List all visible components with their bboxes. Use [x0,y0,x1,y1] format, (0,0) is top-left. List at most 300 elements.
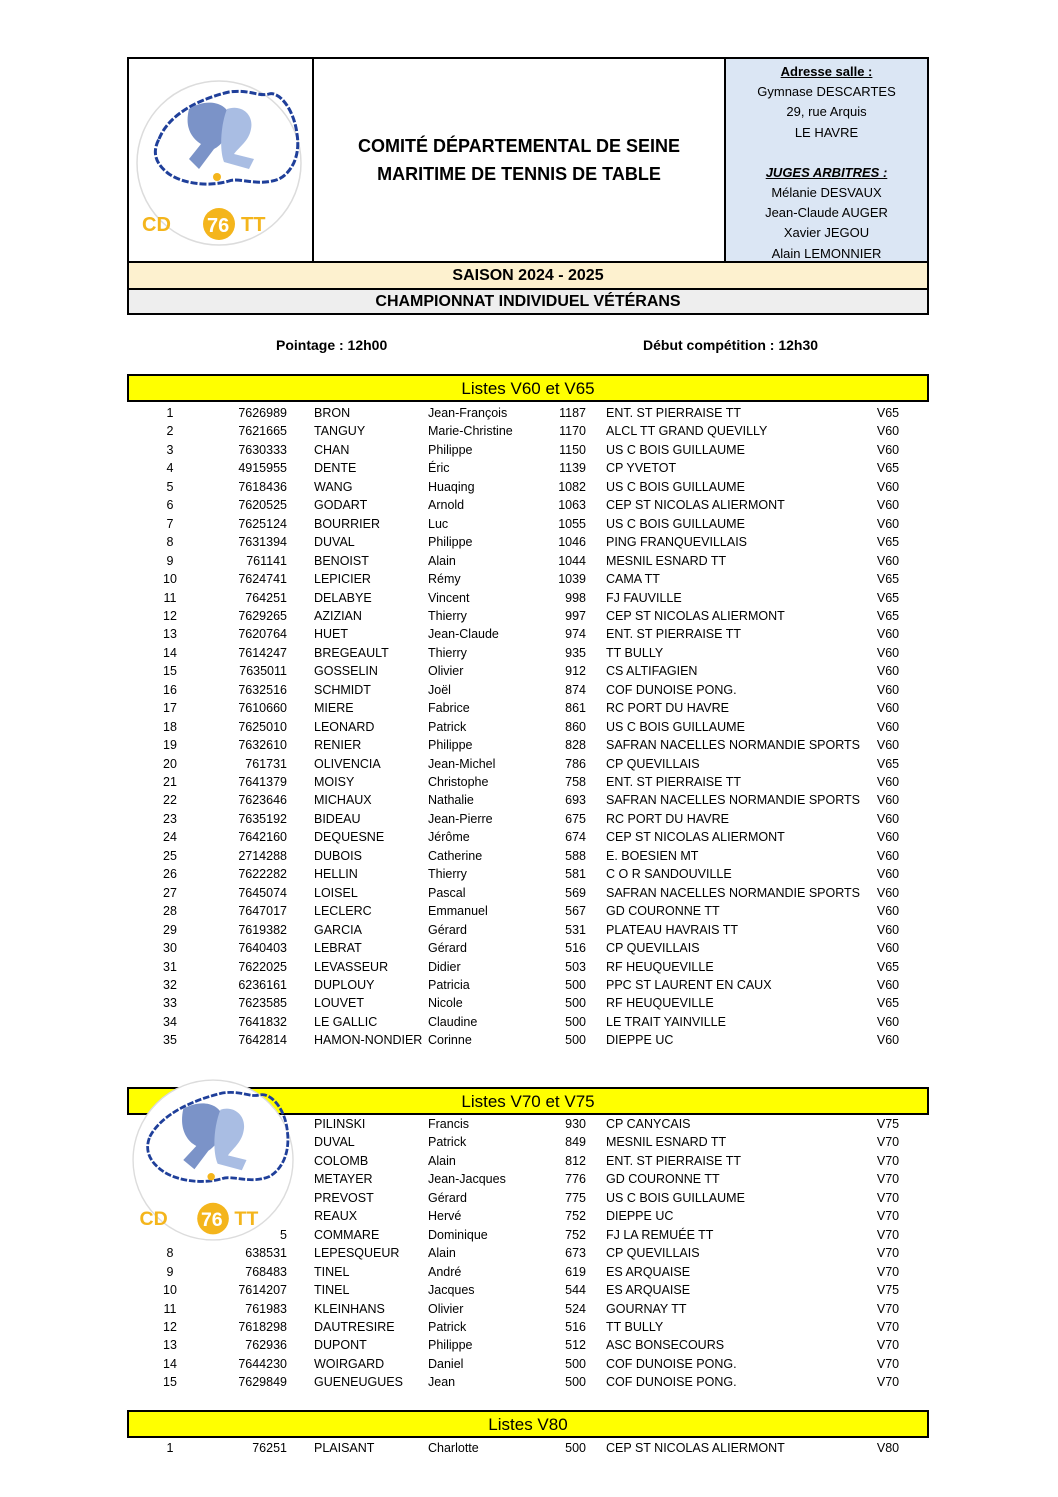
last-name: DUVAL [314,1135,355,1150]
club: CEP ST NICOLAS ALIERMONT [606,830,785,845]
last-name: BOURRIER [314,516,380,531]
points: 974 [565,627,586,642]
first-name: Jean-Michel [428,756,496,771]
club: ES ARQUAISE [606,1264,691,1279]
points: 1044 [558,553,586,568]
table-row [0,736,1058,754]
logo-text-tt: TT [241,214,266,236]
first-name: Gérard [428,1190,467,1205]
rank: 27 [163,885,177,900]
points: 524 [565,1301,586,1316]
license-number: 76251 [252,1441,287,1455]
points: 588 [565,848,586,863]
club: SAFRAN NACELLES NORMANDIE SPORTS [606,738,860,753]
table-row [0,644,1058,662]
last-name: DELABYE [314,590,372,605]
table-row [0,847,1058,865]
license-number: 7614247 [238,645,287,660]
license-number: 7641832 [238,1014,287,1029]
category: V60 [876,922,900,937]
points: 674 [565,830,586,845]
last-name: MIERE [314,701,354,716]
last-name: DENTE [314,461,357,476]
last-name: WANG [314,479,353,494]
license-number: 7621665 [238,424,287,439]
last-name: SCHMIDT [314,682,371,697]
club: SAFRAN NACELLES NORMANDIE SPORTS [606,885,860,900]
table-row [0,828,1058,846]
points: 500 [565,996,586,1011]
category: V60 [876,498,900,513]
license-number: 4915955 [238,461,287,476]
rank: 12 [163,1319,177,1334]
last-name: PLAISANT [314,1441,375,1455]
title-line-2: MARITIME DE TENNIS DE TABLE [377,164,661,184]
first-name: Fabrice [428,701,470,716]
points: 997 [565,608,586,623]
first-name: Olivier [428,1301,464,1316]
last-name: COMMARE [314,1227,380,1242]
club: C O R SANDOUVILLE [606,867,732,882]
table-row [0,976,1058,994]
club: PLATEAU HAVRAIS TT [606,922,738,937]
category: V75 [876,1283,900,1298]
rank: 22 [163,793,177,808]
referee-name: Jean-Claude AUGER [765,205,888,221]
category: V60 [876,885,900,900]
table-row [0,607,1058,625]
category: V70 [876,1356,900,1371]
last-name: MICHAUX [314,793,372,808]
venue-line: LE HAVRE [794,124,859,140]
club: ENT. ST PIERRAISE TT [606,406,741,420]
rank: 14 [163,1356,177,1371]
last-name: LOISEL [314,885,358,900]
category: V60 [876,442,900,457]
last-name: COLOMB [314,1153,369,1168]
points: 912 [565,664,586,679]
table-row [0,478,1058,496]
club: CEP ST NICOLAS ALIERMONT [606,498,785,513]
club: GD COURONNE TT [606,904,720,919]
points: 786 [565,756,586,771]
rank: 30 [163,941,177,956]
referee-name: Xavier JEGOU [783,225,870,241]
points: 500 [565,1441,586,1455]
points: 1170 [559,424,586,439]
last-name: DUVAL [314,535,355,550]
license-number: 7644230 [238,1356,287,1371]
license-number: 7626989 [238,406,287,420]
first-name: Christophe [428,775,489,789]
points: 500 [565,1356,586,1371]
club: RC PORT DU HAVRE [606,701,729,716]
first-name: Francis [428,1117,469,1131]
category: V65 [876,535,900,550]
logo-overlay-text-cd: CD [139,1208,168,1231]
logo-overlay-text-76: 76 [200,1209,223,1232]
license-number: 7645074 [238,885,287,900]
license-number: 761141 [246,553,287,568]
last-name: REAUX [314,1209,358,1224]
last-name: PILINSKI [314,1117,366,1131]
category: V65 [876,406,900,420]
category: V70 [876,1227,900,1242]
club: COF DUNOISE PONG. [606,1375,737,1390]
table-row [0,1439,1058,1457]
table-row [0,865,1058,883]
rank: 33 [163,996,177,1011]
rank: 15 [163,664,177,679]
points: 1139 [559,461,586,476]
first-name: Emmanuel [428,904,488,919]
rank: 24 [163,830,177,845]
points: 675 [565,811,586,826]
last-name: BREGEAULT [314,645,389,660]
license-number: 7622025 [238,959,287,974]
table-row [0,1300,1058,1318]
points: 581 [565,867,586,882]
table-row [0,755,1058,773]
rank: 17 [163,701,177,716]
season-banner: SAISON 2024 - 2025 [129,261,927,288]
table-row [0,404,1058,422]
last-name: CHAN [314,442,350,457]
last-name: TANGUY [314,424,366,439]
table-row [0,422,1058,440]
last-name: METAYER [314,1172,373,1187]
rank: 25 [163,848,177,863]
points: 1187 [559,406,586,420]
club: E. BOESIEN MT [606,848,699,863]
first-name: Gérard [428,941,467,956]
category: V80 [876,1441,900,1455]
last-name: BRON [314,406,351,420]
points: 500 [565,977,586,992]
rank: 16 [163,682,177,697]
first-name: Rémy [428,572,461,587]
table-row [0,1013,1058,1031]
category: V70 [876,1338,900,1353]
rank: 1 [166,1441,174,1455]
logo-overlay [127,1067,300,1253]
license-number: 761731 [245,756,287,771]
table-row [0,1336,1058,1354]
club: LE TRAIT YAINVILLE [606,1014,726,1029]
club: US C BOIS GUILLAUME [606,719,745,734]
last-name: TINEL [314,1264,350,1279]
table-row [0,515,1058,533]
points: 544 [565,1283,586,1298]
rank: 5 [166,479,174,494]
rank: 13 [163,627,177,642]
license-number: 7631394 [238,535,287,550]
category: V60 [876,1014,900,1029]
category: V60 [876,516,900,531]
points: 500 [565,1014,586,1029]
club: CS ALTIFAGIEN [606,664,698,679]
club: CAMA TT [606,572,660,587]
points: 776 [565,1172,586,1187]
rank: 10 [163,572,177,587]
category: V60 [876,1033,900,1048]
rank: 21 [163,775,177,789]
cd76tt-logo-overlay [127,1067,300,1253]
rank: 10 [163,1283,177,1298]
title-line-1: COMITÉ DÉPARTEMENTAL DE SEINE [357,136,681,156]
last-name: WOIRGARD [314,1356,385,1371]
table-row [0,1373,1058,1391]
points: 500 [565,1375,586,1390]
championship-banner: CHAMPIONNAT INDIVIDUEL VÉTÉRANS [129,288,927,313]
last-name: DUPLOUY [314,977,375,992]
venue-line: 29, rue Arquis [786,104,867,120]
first-name: Dominique [428,1227,488,1242]
club: ENT. ST PIERRAISE TT [606,1153,741,1168]
rank: 23 [163,811,177,826]
rank: 28 [163,904,177,919]
rank: 8 [166,1246,174,1261]
club: COF DUNOISE PONG. [606,682,737,697]
club: GD COURONNE TT [606,1172,720,1187]
table-row [0,1263,1058,1281]
points: 1150 [559,442,586,457]
last-name: RENIER [314,738,362,753]
last-name: LEPESQUEUR [314,1246,400,1261]
category: V60 [876,627,900,642]
category: V65 [876,959,900,974]
points: 874 [565,682,586,697]
first-name: Philippe [428,1338,473,1353]
table-row [0,496,1058,514]
list-v60-v65 [0,404,1058,1048]
category: V70 [876,1319,900,1334]
rank: 13 [163,1338,177,1353]
license-number: 7647017 [238,904,287,919]
club: COF DUNOISE PONG. [606,1356,737,1371]
first-name: Philippe [428,738,473,753]
rank: 1 [166,406,174,420]
first-name: Catherine [428,848,483,863]
table-row [0,1281,1058,1299]
first-name: Alain [428,553,456,568]
points: 569 [565,885,586,900]
category: V70 [876,1172,900,1187]
first-name: Alain [428,1246,456,1261]
first-name: Joël [428,682,451,697]
category: V65 [876,756,900,771]
points: 503 [565,959,586,974]
license-number: 7618298 [238,1319,287,1334]
pointage-time: Pointage : 12h00 [276,337,388,353]
table-row [0,441,1058,459]
first-name: Patrick [428,1135,467,1150]
table-row [0,699,1058,717]
license-number: 7641379 [238,775,287,789]
points: 500 [565,1033,586,1048]
points: 812 [565,1153,586,1168]
first-name: Claudine [428,1014,478,1029]
table-row [0,921,1058,939]
list-band-v60-v65: Listes V60 et V65 [127,374,929,402]
table-row [0,681,1058,699]
last-name: DAUTRESIRE [314,1319,395,1334]
first-name: Jean-Jacques [428,1172,506,1187]
category: V60 [876,904,900,919]
license-number: 7620525 [238,498,287,513]
category: V70 [876,1375,900,1390]
last-name: OLIVENCIA [314,756,381,771]
first-name: Jean-Pierre [428,811,493,826]
club: TT BULLY [606,1319,664,1334]
license-number: 768483 [245,1264,287,1279]
club: ES ARQUAISE [606,1283,691,1298]
logo-overlay-text-tt: TT [234,1208,259,1231]
club: CP QUEVILLAIS [606,1246,700,1261]
club: RC PORT DU HAVRE [606,811,729,826]
last-name: LEONARD [314,719,375,734]
first-name: Patrick [428,719,467,734]
club: CP CANYCAIS [606,1117,691,1131]
referees-label: JUGES ARBITRES : [765,164,888,180]
license-number: 761983 [245,1301,287,1316]
club: ALCL TT GRAND QUEVILLY [606,424,768,439]
first-name: Patrick [428,1319,467,1334]
last-name: DUPONT [314,1338,367,1353]
cd76tt-logo [129,59,310,259]
table-row [0,884,1058,902]
club: SAFRAN NACELLES NORMANDIE SPORTS [606,793,860,808]
license-number: 7623585 [238,996,287,1011]
club: ENT. ST PIERRAISE TT [606,775,741,789]
rank: 20 [163,756,177,771]
first-name: Nathalie [428,793,474,808]
rank: 4 [166,461,174,476]
club: US C BOIS GUILLAUME [606,479,745,494]
first-name: Éric [428,461,450,476]
license-number: 7635192 [238,811,287,826]
category: V60 [876,848,900,863]
first-name: Patricia [428,977,470,992]
points: 619 [565,1264,586,1279]
category: V70 [876,1190,900,1205]
table-row [0,994,1058,1012]
club: ASC BONSECOURS [606,1338,725,1353]
points: 775 [565,1190,586,1205]
category: V60 [876,719,900,734]
last-name: GOSSELIN [314,664,378,679]
club: FJ LA REMUÉE TT [606,1227,714,1242]
license-number: 7642814 [238,1033,287,1048]
license-number: 2714288 [238,848,287,863]
category: V60 [876,738,900,753]
category: V70 [876,1301,900,1316]
rank: 11 [163,1301,177,1316]
rank: 31 [163,959,177,974]
club: CEP ST NICOLAS ALIERMONT [606,1441,785,1455]
club: ENT. ST PIERRAISE TT [606,627,741,642]
last-name: TINEL [314,1283,350,1298]
category: V60 [876,830,900,845]
license-number: 7620764 [238,627,287,642]
club: CP YVETOT [606,461,677,476]
last-name: HELLIN [314,867,358,882]
club: RF HEUQUEVILLE [606,996,714,1011]
first-name: Huaqing [428,479,475,494]
license-number: 7610660 [238,701,287,716]
last-name: HAMON-NONDIER [314,1033,423,1048]
venue-line: Gymnase DESCARTES [757,84,896,100]
last-name: HUET [314,627,349,642]
category: V60 [876,793,900,808]
first-name: Pascal [428,885,466,900]
table-row [0,570,1058,588]
committee-title [314,59,726,261]
first-name: Hervé [428,1209,462,1224]
category: V65 [876,996,900,1011]
last-name: DUBOIS [314,848,362,863]
points: 693 [565,793,586,808]
first-name: Jacques [428,1283,475,1298]
first-name: Alain [428,1153,456,1168]
category: V65 [876,461,900,476]
first-name: Jean-François [428,406,508,420]
license-number: 7629849 [238,1375,287,1390]
category: V70 [876,1135,900,1150]
points: 998 [565,590,586,605]
rank: 11 [163,590,177,605]
points: 758 [565,775,586,789]
club: CP QUEVILLAIS [606,941,700,956]
last-name: KLEINHANS [314,1301,385,1316]
rank: 6 [166,498,174,513]
category: V60 [876,977,900,992]
first-name: Jean-Claude [428,627,499,642]
table-row [0,718,1058,736]
rank: 2 [166,424,174,439]
first-name: Jean [428,1375,456,1390]
table-row [0,773,1058,791]
club: CP QUEVILLAIS [606,756,700,771]
rank: 18 [163,719,177,734]
rank: 15 [163,1375,177,1390]
points: 861 [565,701,586,716]
points: 516 [565,1319,586,1334]
license-number: 638531 [245,1246,287,1261]
club: PING FRANQUEVILLAIS [606,535,748,550]
category: V65 [876,590,900,605]
first-name: Luc [428,516,449,531]
category: V75 [876,1117,900,1131]
club: RF HEUQUEVILLE [606,959,714,974]
first-name: Philippe [428,442,473,457]
points: 531 [565,922,586,937]
category: V70 [876,1209,900,1224]
points: 1082 [558,479,586,494]
points: 1055 [558,516,586,531]
license-number: 764251 [245,590,287,605]
referee-name: Alain LEMONNIER [771,245,882,261]
rank: 35 [163,1033,177,1048]
license-number: 7619382 [238,922,287,937]
club: US C BOIS GUILLAUME [606,516,745,531]
points: 930 [565,1117,586,1131]
logo-text-cd: CD [142,214,171,236]
club: US C BOIS GUILLAUME [606,1190,745,1205]
license-number: 7635011 [239,664,287,679]
venue-info-panel [726,59,927,261]
category: V60 [876,682,900,697]
